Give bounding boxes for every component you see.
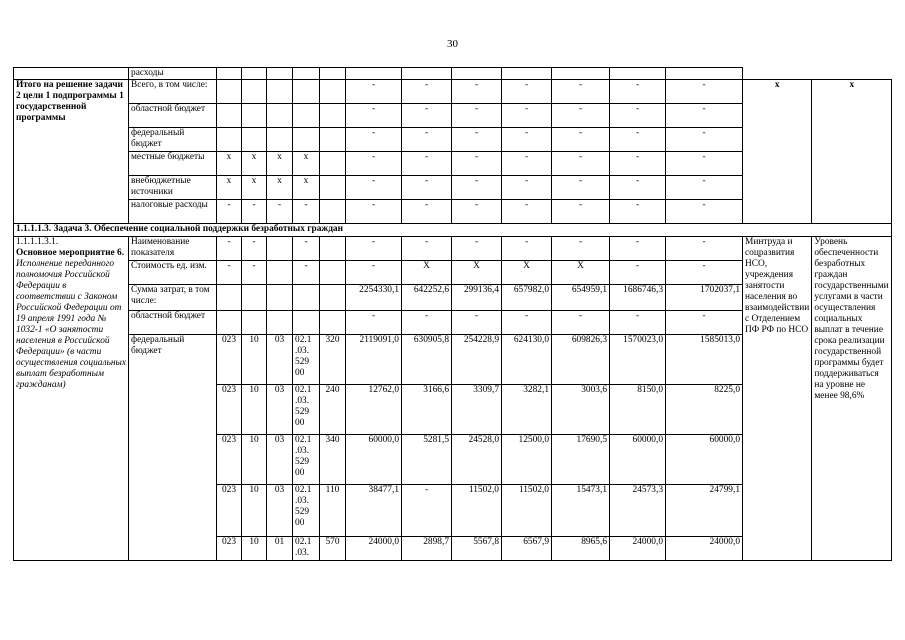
table-cell: 01: [267, 537, 293, 561]
table-cell: -: [666, 200, 743, 224]
table-cell: [242, 128, 267, 152]
table-cell: 17690,5: [552, 435, 610, 485]
table-cell: 609826,3: [552, 335, 610, 385]
table-cell: 02.1 .03. 529 00: [293, 435, 320, 485]
table-cell: [320, 152, 346, 176]
table-cell: 10: [242, 485, 267, 537]
source-cell: Стоимость ед. изм.: [129, 261, 217, 285]
table-cell: 11502,0: [502, 485, 552, 537]
table-cell: [320, 68, 346, 80]
table-cell: [293, 68, 320, 80]
table-cell: -: [346, 200, 402, 224]
event-description: Исполнение переданного полномочия Российской Федерации в соответствии с Законом Российской Федерации от 19 апреля 1991 года № 1032-1 «О занятости населения в Российской Федерации» (в части осуществления социальных выплат безработным гражданам): [16, 259, 127, 390]
table-cell: 03: [267, 385, 293, 435]
table-cell: x: [293, 176, 320, 200]
table-cell: 8150,0: [610, 385, 666, 435]
table-cell: -: [346, 311, 402, 335]
table-cell: x: [217, 152, 242, 176]
table-cell: -: [502, 152, 552, 176]
table-cell: 023: [217, 537, 242, 561]
table-cell: [242, 104, 267, 128]
source-cell: местные бюджеты: [129, 152, 217, 176]
table-cell: 12762,0: [346, 385, 402, 435]
x-mark: x: [812, 80, 892, 224]
table-cell: 12500,0: [502, 435, 552, 485]
table-cell: 340: [320, 435, 346, 485]
table-cell: 15473,1: [552, 485, 610, 537]
table-cell: [242, 80, 267, 104]
table-cell: Х: [402, 261, 452, 285]
table-cell: 1686746,3: [610, 285, 666, 311]
source-cell: федеральный бюджет: [129, 128, 217, 152]
table-cell: Х: [502, 261, 552, 285]
table-cell: -: [610, 80, 666, 104]
table-cell: 10: [242, 537, 267, 561]
table-cell: 24000,0: [346, 537, 402, 561]
table-cell: [242, 68, 267, 80]
table-cell: 570: [320, 537, 346, 561]
source-cell: Наименование показателя: [129, 237, 217, 261]
table-cell: 11502,0: [452, 485, 502, 537]
table-cell: -: [452, 80, 502, 104]
table-cell: [502, 68, 552, 80]
table-cell: -: [610, 104, 666, 128]
table-cell: -: [346, 237, 402, 261]
table-cell: -: [666, 261, 743, 285]
source-cell: федеральный бюджет: [129, 335, 217, 561]
table-row: [14, 68, 892, 80]
table-cell: 320: [320, 335, 346, 385]
table-cell: -: [402, 128, 452, 152]
table-cell: [320, 311, 346, 335]
table-cell: -: [293, 261, 320, 285]
table-cell: 023: [217, 435, 242, 485]
table-cell: 624130,0: [502, 335, 552, 385]
table-cell: -: [346, 152, 402, 176]
table-cell: 24573,3: [610, 485, 666, 537]
table-cell: 10: [242, 385, 267, 435]
table-cell: [242, 311, 267, 335]
table-cell: [267, 80, 293, 104]
table-cell: 02.1 .03.: [293, 537, 320, 561]
table-cell: 24000,0: [610, 537, 666, 561]
source-cell: расходы: [129, 68, 217, 80]
table-cell: -: [552, 152, 610, 176]
table-cell: [346, 68, 402, 80]
table-cell: -: [610, 261, 666, 285]
table-cell: -: [552, 311, 610, 335]
table-cell: -: [217, 237, 242, 261]
block-title: Итого на решение задачи 2 цели 1 подпрограммы 1 государственной программы: [14, 80, 129, 224]
table-cell: -: [552, 80, 610, 104]
table-cell: 657982,0: [502, 285, 552, 311]
table-cell: 03: [267, 485, 293, 537]
table-cell: -: [452, 176, 502, 200]
table-cell: -: [666, 311, 743, 335]
table-cell: -: [552, 200, 610, 224]
table-cell: 60000,0: [346, 435, 402, 485]
table-cell: [320, 200, 346, 224]
table-cell: [267, 128, 293, 152]
table-cell: x: [267, 176, 293, 200]
table-cell: [293, 285, 320, 311]
table-cell: [242, 285, 267, 311]
source-cell: областной бюджет: [129, 311, 217, 335]
table-cell: [452, 68, 502, 80]
table-cell: [217, 104, 242, 128]
table-cell: -: [242, 237, 267, 261]
table-cell: [293, 104, 320, 128]
table-cell: [267, 311, 293, 335]
table-cell: -: [402, 200, 452, 224]
table-cell: 3282,1: [502, 385, 552, 435]
table-cell: [293, 311, 320, 335]
table-cell: -: [346, 104, 402, 128]
table-cell: -: [502, 311, 552, 335]
table-cell: [217, 80, 242, 104]
table-cell: -: [502, 176, 552, 200]
table-cell: -: [666, 176, 743, 200]
table-cell: -: [666, 152, 743, 176]
table-cell: [666, 68, 743, 80]
table-cell: 10: [242, 335, 267, 385]
table-cell: 642252,6: [402, 285, 452, 311]
table-cell: 8965,6: [552, 537, 610, 561]
table-cell: 023: [217, 385, 242, 435]
table-cell: [552, 68, 610, 80]
table-cell: [320, 261, 346, 285]
table-cell: [217, 128, 242, 152]
table-cell: 3309,7: [452, 385, 502, 435]
table-cell: -: [402, 80, 452, 104]
table-cell: 02.1 .03. 529 00: [293, 335, 320, 385]
table-cell: 03: [267, 435, 293, 485]
table-cell: -: [402, 104, 452, 128]
table-cell: -: [610, 176, 666, 200]
table-cell: -: [452, 237, 502, 261]
page-number: 30: [447, 38, 458, 50]
x-mark: x: [743, 80, 812, 224]
table-cell: x: [242, 152, 267, 176]
table-cell: [267, 68, 293, 80]
table-cell: -: [346, 128, 402, 152]
table-cell: 60000,0: [666, 435, 743, 485]
table-cell: -: [402, 237, 452, 261]
table-cell: -: [217, 200, 242, 224]
table-cell: [293, 80, 320, 104]
table-cell: 240: [320, 385, 346, 435]
table-cell: -: [502, 200, 552, 224]
table-cell: -: [217, 261, 242, 285]
table-cell: 8225,0: [666, 385, 743, 435]
table-cell: 6567,9: [502, 537, 552, 561]
table-cell: [267, 237, 293, 261]
table-cell: x: [242, 176, 267, 200]
table-cell: 2254330,1: [346, 285, 402, 311]
event-cell: [14, 237, 129, 561]
table-cell: -: [502, 104, 552, 128]
table-cell: 38477,1: [346, 485, 402, 537]
table-cell: -: [502, 128, 552, 152]
table-cell: 299136,4: [452, 285, 502, 311]
table-cell: -: [552, 104, 610, 128]
table-cell: Х: [552, 261, 610, 285]
table-cell: x: [217, 176, 242, 200]
source-cell: областной бюджет: [129, 104, 217, 128]
table-cell: -: [267, 200, 293, 224]
table-cell: -: [610, 311, 666, 335]
table-cell: [217, 285, 242, 311]
table-cell: x: [267, 152, 293, 176]
table-cell: -: [346, 261, 402, 285]
table-cell: -: [402, 152, 452, 176]
table-cell: 630905,8: [402, 335, 452, 385]
table-cell: 3166,6: [402, 385, 452, 435]
table-cell: -: [610, 152, 666, 176]
budget-table: [13, 67, 892, 561]
table-cell: -: [452, 152, 502, 176]
table-cell: 02.1 .03. 529 00: [293, 385, 320, 435]
table-cell: [14, 68, 129, 80]
result-cell: Уровень обеспеченности безработных граждан государственными услугами в части осуществления социальных выплат в течение срока реализации государственной программы будет поддерживаться на уровне не менее 98,6%: [812, 237, 892, 561]
executor-cell: Минтруда и соцразвития НСО, учреждения занятости населения во взаимодействии с Отделением ПФ РФ по НСО: [743, 237, 812, 561]
table-cell: [320, 285, 346, 311]
table-cell: -: [346, 80, 402, 104]
table-cell: -: [452, 104, 502, 128]
table-cell: Х: [452, 261, 502, 285]
table-cell: 2898,7: [402, 537, 452, 561]
table-cell: -: [346, 176, 402, 200]
table-cell: 1585013,0: [666, 335, 743, 385]
table-cell: 10: [242, 435, 267, 485]
table-cell: [267, 285, 293, 311]
table-cell: -: [666, 128, 743, 152]
table-cell: [320, 104, 346, 128]
table-cell: -: [293, 237, 320, 261]
table-row: [14, 80, 892, 104]
table-cell: -: [242, 200, 267, 224]
table-row: [14, 224, 892, 237]
table-cell: [267, 104, 293, 128]
table-cell: -: [452, 200, 502, 224]
table-cell: -: [293, 200, 320, 224]
table-cell: [402, 68, 452, 80]
table-cell: 110: [320, 485, 346, 537]
table-cell: -: [502, 237, 552, 261]
table-cell: 254228,9: [452, 335, 502, 385]
table-cell: [320, 176, 346, 200]
table-cell: -: [452, 311, 502, 335]
table-cell: 023: [217, 335, 242, 385]
table-cell: 654959,1: [552, 285, 610, 311]
event-code: 1.1.1.1.3.1.: [16, 237, 59, 247]
table-cell: -: [502, 80, 552, 104]
table-cell: [217, 311, 242, 335]
table-cell: [812, 68, 892, 80]
table-cell: -: [610, 128, 666, 152]
table-row: [14, 237, 892, 261]
table-cell: 3003,6: [552, 385, 610, 435]
table-cell: -: [242, 261, 267, 285]
table-cell: [267, 261, 293, 285]
table-cell: 24528,0: [452, 435, 502, 485]
table-cell: [320, 80, 346, 104]
source-cell: Всего, в том числе:: [129, 80, 217, 104]
table-cell: 1702037,1: [666, 285, 743, 311]
table-cell: [320, 237, 346, 261]
source-cell: внебюджетные источники: [129, 176, 217, 200]
table-cell: 5567,8: [452, 537, 502, 561]
table-cell: -: [402, 176, 452, 200]
table-cell: 24000,0: [666, 537, 743, 561]
table-cell: x: [293, 152, 320, 176]
table-cell: 03: [267, 335, 293, 385]
table-cell: -: [552, 237, 610, 261]
table-cell: 2119091,0: [346, 335, 402, 385]
event-title: Основное мероприятие 6.: [16, 248, 125, 258]
table-cell: 60000,0: [610, 435, 666, 485]
table-cell: -: [666, 237, 743, 261]
task-header: 1.1.1.1.3. Задача 3. Обеспечение социальной поддержки безработных граждан: [14, 224, 892, 237]
table-cell: -: [402, 485, 452, 537]
table-cell: -: [610, 200, 666, 224]
table-cell: -: [552, 176, 610, 200]
table-cell: [610, 68, 666, 80]
table-cell: -: [666, 80, 743, 104]
source-cell: Сумма затрат, в том числе:: [129, 285, 217, 311]
table-cell: -: [452, 128, 502, 152]
table-cell: [320, 128, 346, 152]
table-cell: 02.1 .03. 529 00: [293, 485, 320, 537]
table-cell: -: [610, 237, 666, 261]
table-cell: 5281,5: [402, 435, 452, 485]
table-cell: -: [552, 128, 610, 152]
table-cell: 023: [217, 485, 242, 537]
table-cell: -: [402, 311, 452, 335]
table-cell: [217, 68, 242, 80]
table-cell: 1570023,0: [610, 335, 666, 385]
source-cell: налоговые расходы: [129, 200, 217, 224]
table-cell: [293, 128, 320, 152]
table-cell: [743, 68, 812, 80]
table-cell: -: [666, 104, 743, 128]
table-cell: 24799,1: [666, 485, 743, 537]
